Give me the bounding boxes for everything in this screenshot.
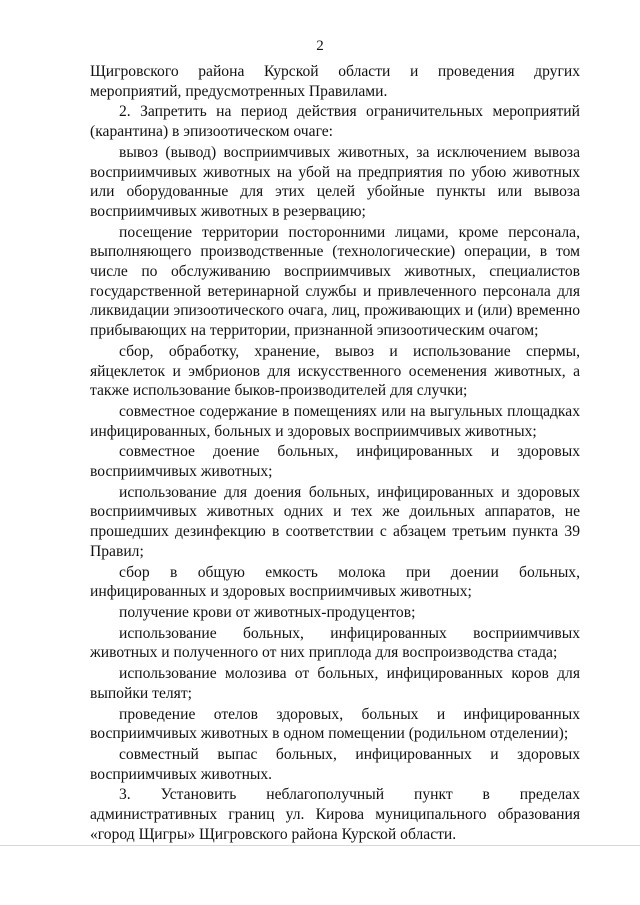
- paragraph: сбор в общую емкость молока при доении больных, инфицированных и здоровых восприимчивых животных;: [90, 563, 580, 601]
- paragraph: проведение отелов здоровых, больных и инфицированных восприимчивых животных в одном помещении (родильном отделении);: [90, 705, 580, 743]
- paragraph: сбор, обработку, хранение, вывоз и использование спермы, яйцеклеток и эмбрионов для искусственного осеменения животных, а также использование быков-производителей для случки;: [90, 342, 580, 400]
- scan-edge-line: [0, 845, 640, 846]
- paragraph: совместное содержание в помещениях или на выгульных площадках инфицированных, больных и здоровых восприимчивых животных;: [90, 402, 580, 440]
- document-body: [90, 62, 580, 845]
- paragraph: использование для доения больных, инфицированных и здоровых восприимчивых животных одних и тех же доильных аппаратов, не прошедших дезинфекцию в соответствии с абзацем третьим пункта 39 Правил;: [90, 483, 580, 560]
- paragraph: совместное доение больных, инфицированных и здоровых восприимчивых животных;: [90, 443, 580, 481]
- paragraph: 2. Запретить на период действия ограничительных мероприятий (карантина) в эпизоотическом очаге:: [90, 103, 580, 141]
- page-number: 2: [316, 38, 324, 54]
- paragraph: использование молозива от больных, инфицированных коров для выпойки телят;: [90, 665, 580, 702]
- paragraph: 3. Установить неблагополучный пункт в пределах административных границ ул. Кирова муниципального образования «город Щигры» Щигровского района Курской области.: [90, 786, 580, 843]
- paragraph: вывоз (вывод) восприимчивых животных, за исключением вывоза восприимчивых животных на убой на предприятия по убою животных или оборудованные для этих целей убойные пункты или вывоза восприимчивых животных в резервацию;: [90, 143, 580, 220]
- paragraph: Щигровского района Курской области и проведения других мероприятий, предусмотренных Правилами.: [90, 63, 580, 100]
- paragraph: использование больных, инфицированных восприимчивых животных и полученного от них приплода для воспроизводства стада;: [90, 624, 580, 662]
- paragraph: совместный выпас больных, инфицированных и здоровых восприимчивых животных.: [90, 745, 580, 783]
- paragraph: получение крови от животных-продуцентов;: [119, 603, 416, 621]
- paragraph: посещение территории посторонними лицами, кроме персонала, выполняющего производственные (технологические) операции, в том числе по обслуживанию восприимчивых животных, специалистов государственной ветеринарной службы и привлеченного персонала для ликвидации эпизоотического очага, лиц, проживающих и (или) временно прибывающих на территории, признанной эпизоотическим очагом;: [90, 223, 580, 340]
